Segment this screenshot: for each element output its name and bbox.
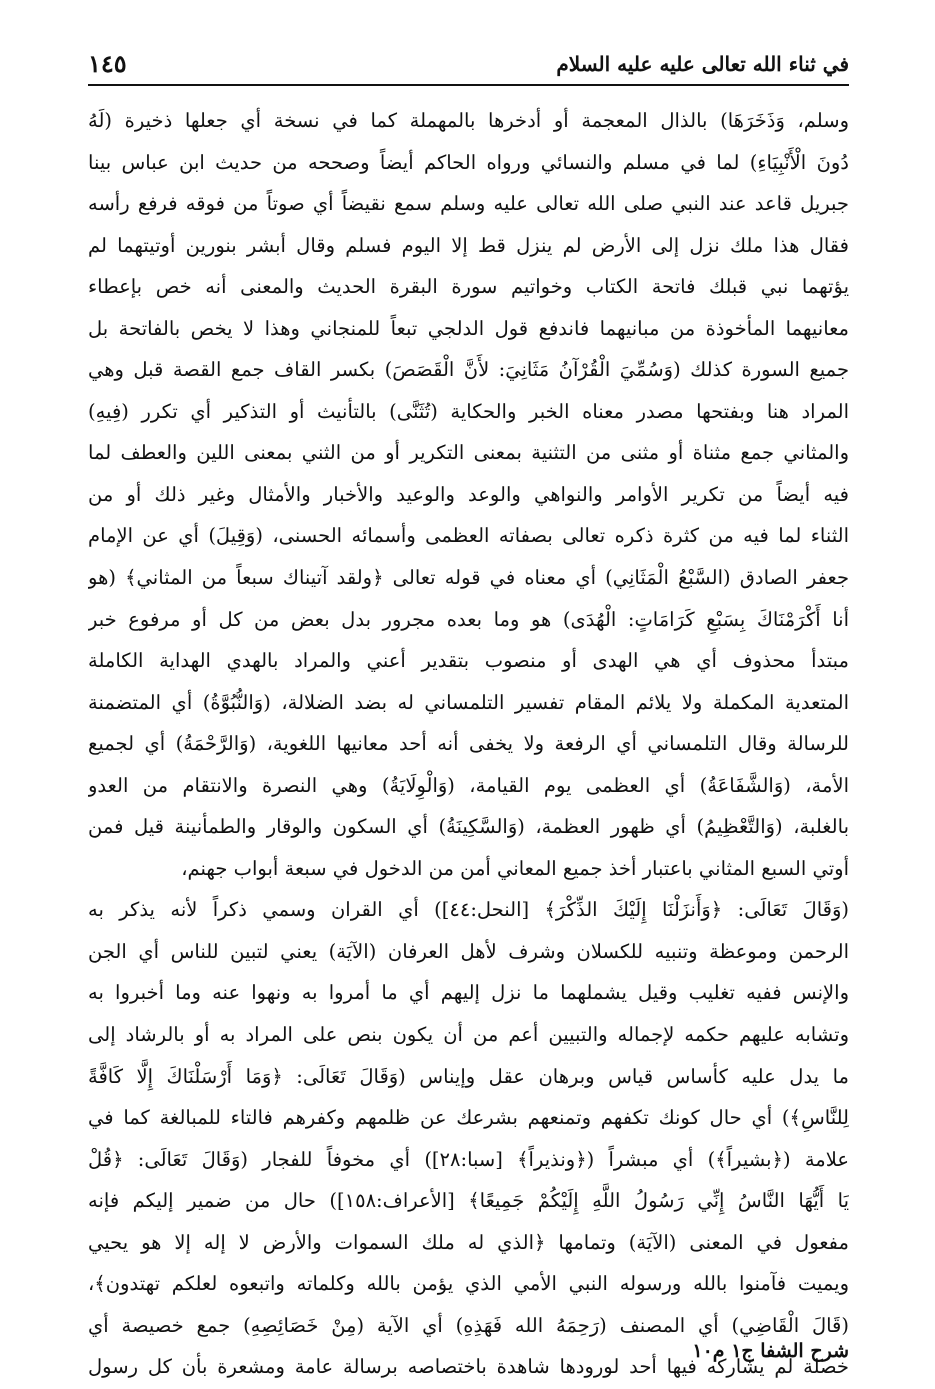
text-line: للرسالة وقال التلمساني أي الرفعة ولا يخفى أنه أحد معانيها اللغوية، (وَالرَّحْمَةُ) أي لجميع — [88, 732, 849, 756]
text-line: وسلم، وَذَخَرَهَا) بالذال المعجمة أو أدخرها بالمهملة كما في نسخة أي جعلها ذخيرة (لَهُ — [88, 109, 849, 132]
text-line: خصلة لم يشاركه فيها أحد لورودها شاهدة باختصاصه برسالة عامة ومشعرة بأن كل رسول — [88, 1355, 849, 1379]
text-line: ويميت فآمنوا بالله ورسوله النبي الأمي الذي يؤمن بالله وكلماته واتبعوه لعلكم تهتدون﴾، — [88, 1272, 849, 1296]
text-line: الأمة، (وَالشَّفَاعَةُ) أي العظمى يوم القيامة، (وَالْوِلَايَةُ) وهي النصرة والانتقام من العدو — [88, 773, 849, 797]
text-line: (وَقَالَ تَعَالَى: ﴿وَأَنزَلْنَا إِلَيْكَ الذِّكْرَ﴾ [النحل:٤٤]) أي القران وسمي ذكراً لأنه يذكر به — [88, 898, 849, 922]
text-line: المتعدية المكملة ولا يلائم المقام تفسير التلمساني له بضد الضلالة، (وَالنُّبُوَّةُ) أي المتضمنة — [88, 690, 849, 714]
signature-mark: شرح الشفا ج١ م١٠ — [692, 1340, 849, 1362]
page-number: ١٤٥ — [88, 49, 127, 78]
text-line: وتشابه عليهم حكمه لإجماله والتبيين أعم من أن يكون بنص على المراد به أو بالرشاد إلى — [88, 1023, 849, 1047]
text-line: الرحمن وموعظة وتنبيه للكسلان وشرف لأهل العرفان (الآيَة) يعني لتبين للناس أي الجن — [88, 939, 849, 963]
text-line: جبريل قاعد عند النبي صلى الله تعالى عليه وسلم سمع نقيضاً أي صوتاً من فوقه فرفع رأسه — [88, 192, 849, 216]
text-line: دُونَ الْأَنْبِيَاءِ) لما في مسلم والنسائي ورواه الحاكم أيضاً وصححه من حديث ابن عباس بينا — [88, 150, 849, 174]
text-line: أنا أَكْرَمْنَاكَ بِسَبْعِ كَرَامَاتٍ: الْهُدَى) هو وما بعده مجرور بدل بعض من كل أو مرفوع خبر — [88, 607, 849, 631]
text-line: مفعول في المعنى (الآيَة) وتمامها ﴿الذي له ملك السموات والأرض لا إله إلا هو يحيي — [88, 1230, 849, 1254]
text-line: يَا أَيُّهَا النَّاسُ إِنِّي رَسُولُ اللَّهِ إِلَيْكُمْ جَمِيعًا﴾ [الأعراف:١٥٨]) حال من ضمير إليكم فإنه — [88, 1189, 849, 1213]
body-text — [88, 100, 849, 1388]
text-line: علامة (﴿بشيراً﴾) أي مبشراً (﴿ونذيراً﴾ [سبا:٢٨]) أي مخوفاً للفجار (وَقَالَ تَعَالَى: ﴿قُلْ — [88, 1147, 849, 1171]
text-line: جميع السورة كذلك (وَسُمِّيَ الْقُرْآنُ مَثَانِيَ: لأَنَّ الْقَصَصَ) بكسر القاف جمع القصة قبل وهي — [88, 358, 849, 382]
text-line: والمثاني جمع مثناة أو مثنى من التثنية بمعنى التكرير أو من الثني بمعنى اللين والعطف لما — [88, 441, 849, 465]
text-line: المراد هنا وبفتحها مصدر معناه الخبر والحكاية (تُثَنَّى) بالتأنيث أو التذكير أي تكرر (فِيهِ) — [88, 399, 849, 423]
text-line: ما يدل عليه كأساس قياس وبرهان عقل وإيناس (وَقَالَ تَعَالَى: ﴿وَمَا أَرْسَلْنَاكَ إِلَّا كَافَّةً — [88, 1064, 849, 1088]
text-line: لِلنَّاسِ﴾) أي حال كونك تكفهم وتمنعهم بشرعك عن ظلمهم وكفرهم فالتاء للمبالغة كما في — [88, 1106, 849, 1130]
text-line: مبتدأ محذوف أي هي الهدى أو منصوب بتقدير أعني والمراد بالهدي الهداية الكاملة — [88, 649, 849, 673]
text-line: أوتي السبع المثاني باعتبار أخذ جميع المعاني أمن من الدخول في سبعة أبواب جهنم، — [181, 856, 849, 880]
text-line: والإنس ففيه تغليب وقيل يشملهما ما نزل إليهم أي ما أمروا به ونهوا عنه وما أخبروا به — [88, 981, 849, 1005]
text-line: فيه أيضاً من تكرير الأوامر والنواهي والوعد والوعيد والأخبار والأمثال وغير ذلك أو من — [88, 482, 849, 506]
text-line: (قَالَ الْقَاضِي) أي المصنف (رَحِمَهُ الله فَهَذِهِ) أي الآية (مِنْ خَصَائِصِهِ) جمع خصيصة أي — [88, 1313, 849, 1337]
text-line: بالغلبة، (وَالتَّعْظِيمُ) أي ظهور العظمة، (وَالسَّكِينَةُ) أي السكون والوقار والطمأنينة قيل فمن — [88, 815, 849, 839]
text-line: جعفر الصادق (السَّبْعُ الْمَثَانِي) أي معناه في قوله تعالى ﴿ولقد آتيناك سبعاً من المثاني﴾ (هو — [88, 566, 849, 590]
text-line: فقال هذا ملك نزل إلى الأرض لم ينزل قط إلا اليوم فسلم وقال أبشر بنورين أوتيتهما لم — [88, 233, 849, 257]
text-line: معانيهما المأخوذة من مبانيهما فاندفع قول الدلجي تبعاً للمنجاني وهذا لا يخص بالفاتحة بل — [88, 316, 849, 340]
text-line: يؤتهما نبي قبلك فاتحة الكتاب وخواتيم سورة البقرة الحديث والمعنى أنه خص بإعطاء — [88, 275, 849, 299]
page-header — [88, 36, 849, 86]
running-title: في ثناء الله تعالى عليه عليه السلام — [556, 52, 849, 76]
text-line: الثناء لما فيه من كثرة ذكره تعالى بصفاته العظمى وأسمائه الحسنى، (وَقِيلَ) أي عن الإمام — [88, 524, 849, 548]
